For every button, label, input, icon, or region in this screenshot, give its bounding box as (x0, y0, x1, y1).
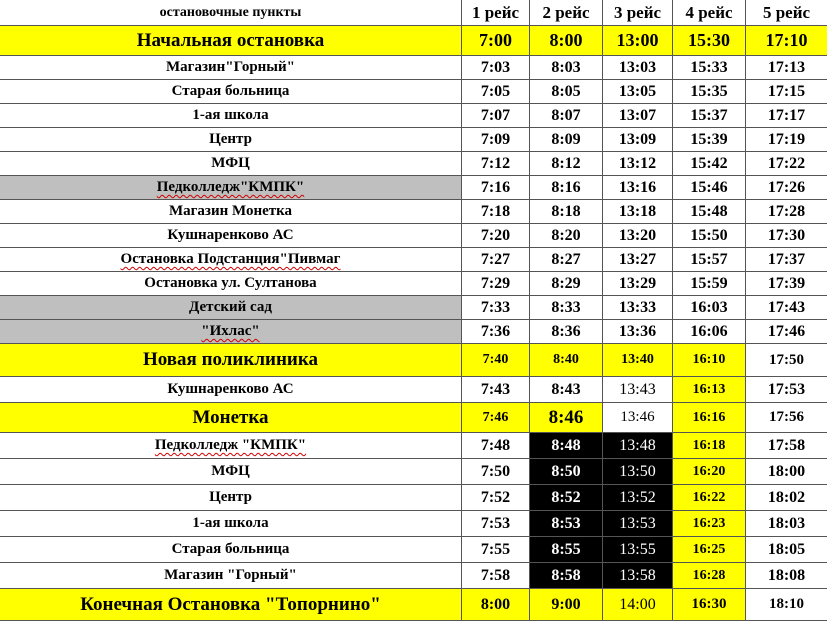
trip-2-time: 8:18 (530, 200, 603, 224)
trip-5-time: 17:43 (746, 296, 827, 320)
trip-3-time: 13:09 (603, 128, 673, 152)
trip-3-time: 13:36 (603, 320, 673, 344)
table-row (0, 589, 827, 621)
table-row (0, 80, 827, 104)
stop-name: МФЦ (0, 459, 462, 485)
trip-2-time: 8:43 (530, 377, 603, 403)
table-row (0, 433, 827, 459)
trip-1-time: 7:18 (462, 200, 530, 224)
trip-3-time: 13:20 (603, 224, 673, 248)
table-row (0, 344, 827, 377)
stop-name (0, 433, 462, 459)
trip-5-time: 17:50 (746, 344, 827, 377)
trip-4-time: 16:13 (673, 377, 746, 403)
trip-3-time: 14:00 (603, 589, 673, 621)
stop-name-text: "Ихлас" (201, 323, 260, 339)
trip-3-time: 13:58 (603, 563, 673, 589)
trip-1-time: 7:00 (462, 26, 530, 56)
table-row (0, 248, 827, 272)
stop-name: 1-ая школа (0, 511, 462, 537)
stop-name-text: Остановка Подстанция"Пивмаг (120, 251, 341, 267)
trip-4-time: 15:48 (673, 200, 746, 224)
trip-2-time: 8:00 (530, 26, 603, 56)
trip-3-time: 13:40 (603, 344, 673, 377)
trip-1-time: 7:48 (462, 433, 530, 459)
trip-5-time: 17:30 (746, 224, 827, 248)
trip-4-time: 15:39 (673, 128, 746, 152)
trip-1-time: 7:52 (462, 485, 530, 511)
trip-3-time: 13:05 (603, 80, 673, 104)
trip-1-time: 7:36 (462, 320, 530, 344)
trip-3-time: 13:46 (603, 403, 673, 433)
trip-2-header: 2 рейс (530, 0, 603, 26)
trip-3-time: 13:16 (603, 176, 673, 200)
trip-2-time: 8:33 (530, 296, 603, 320)
table-row (0, 296, 827, 320)
trip-4-time: 16:22 (673, 485, 746, 511)
stop-name (0, 176, 462, 200)
trip-5-time: 18:08 (746, 563, 827, 589)
trip-5-time: 17:22 (746, 152, 827, 176)
trip-4-time: 16:03 (673, 296, 746, 320)
table-row (0, 224, 827, 248)
stop-name: Детский сад (0, 296, 462, 320)
trip-1-time: 7:16 (462, 176, 530, 200)
trip-4-time: 15:37 (673, 104, 746, 128)
trip-3-time: 13:50 (603, 459, 673, 485)
stop-name (0, 248, 462, 272)
trip-2-time: 8:20 (530, 224, 603, 248)
trip-3-time: 13:33 (603, 296, 673, 320)
trip-2-time: 8:16 (530, 176, 603, 200)
trip-5-time: 17:19 (746, 128, 827, 152)
trip-1-time: 8:00 (462, 589, 530, 621)
trip-2-time: 8:40 (530, 344, 603, 377)
trip-2-time: 8:09 (530, 128, 603, 152)
trip-4-header: 4 рейс (673, 0, 746, 26)
trip-5-time: 17:39 (746, 272, 827, 296)
trip-3-time: 13:12 (603, 152, 673, 176)
trip-4-time: 16:28 (673, 563, 746, 589)
trip-1-time: 7:40 (462, 344, 530, 377)
trip-5-time: 17:46 (746, 320, 827, 344)
trip-2-time: 8:52 (530, 485, 603, 511)
trip-5-time: 17:17 (746, 104, 827, 128)
trip-2-time: 9:00 (530, 589, 603, 621)
trip-3-time: 13:07 (603, 104, 673, 128)
table-row (0, 104, 827, 128)
table-row (0, 272, 827, 296)
table-row (0, 403, 827, 433)
table-row (0, 176, 827, 200)
table-row (0, 511, 827, 537)
trip-4-time: 16:10 (673, 344, 746, 377)
trip-1-time: 7:12 (462, 152, 530, 176)
trip-4-time: 15:35 (673, 80, 746, 104)
trip-2-time: 8:48 (530, 433, 603, 459)
stop-name: Старая больница (0, 537, 462, 563)
trip-4-time: 15:46 (673, 176, 746, 200)
stop-name: Монетка (0, 403, 462, 433)
trip-2-time: 8:53 (530, 511, 603, 537)
trip-3-time: 13:00 (603, 26, 673, 56)
trip-1-time: 7:27 (462, 248, 530, 272)
stop-name: Центр (0, 128, 462, 152)
trip-2-time: 8:03 (530, 56, 603, 80)
stop-name (0, 320, 462, 344)
trip-1-time: 7:09 (462, 128, 530, 152)
trip-4-time: 16:20 (673, 459, 746, 485)
table-row (0, 377, 827, 403)
stop-name: Кушнаренково АС (0, 377, 462, 403)
trip-5-time: 17:58 (746, 433, 827, 459)
table-row (0, 459, 827, 485)
trip-1-time: 7:07 (462, 104, 530, 128)
trip-2-time: 8:58 (530, 563, 603, 589)
stop-name: МФЦ (0, 152, 462, 176)
stop-name: Магазин"Горный" (0, 56, 462, 80)
trip-4-time: 15:57 (673, 248, 746, 272)
trip-1-time: 7:03 (462, 56, 530, 80)
trip-1-time: 7:29 (462, 272, 530, 296)
trip-3-time: 13:43 (603, 377, 673, 403)
table-row (0, 128, 827, 152)
trip-2-time: 8:36 (530, 320, 603, 344)
trip-3-time: 13:03 (603, 56, 673, 80)
table-row (0, 563, 827, 589)
trip-1-time: 7:05 (462, 80, 530, 104)
trip-4-time: 15:50 (673, 224, 746, 248)
stop-name: Магазин Монетка (0, 200, 462, 224)
table-row (0, 537, 827, 563)
trip-2-time: 8:46 (530, 403, 603, 433)
trip-3-time: 13:53 (603, 511, 673, 537)
trip-4-time: 15:59 (673, 272, 746, 296)
stop-name: 1-ая школа (0, 104, 462, 128)
stop-name: Начальная остановка (0, 26, 462, 56)
trip-3-time: 13:18 (603, 200, 673, 224)
stop-name: Старая больница (0, 80, 462, 104)
trip-2-time: 8:27 (530, 248, 603, 272)
trip-3-time: 13:27 (603, 248, 673, 272)
trip-2-time: 8:29 (530, 272, 603, 296)
table-row (0, 26, 827, 56)
trip-1-time: 7:58 (462, 563, 530, 589)
stop-name: Кушнаренково АС (0, 224, 462, 248)
stop-name: Центр (0, 485, 462, 511)
trip-4-time: 16:18 (673, 433, 746, 459)
trip-3-header: 3 рейс (603, 0, 673, 26)
stop-name-text: Педколледж"КМПК" (156, 179, 305, 195)
trip-5-time: 18:00 (746, 459, 827, 485)
trip-5-time: 17:28 (746, 200, 827, 224)
table-row (0, 56, 827, 80)
stop-name: Новая поликлиника (0, 344, 462, 377)
trip-2-time: 8:50 (530, 459, 603, 485)
trip-5-time: 17:13 (746, 56, 827, 80)
table-row (0, 485, 827, 511)
trip-1-time: 7:55 (462, 537, 530, 563)
table-row (0, 320, 827, 344)
trip-4-time: 16:25 (673, 537, 746, 563)
trip-2-time: 8:07 (530, 104, 603, 128)
trip-4-time: 16:06 (673, 320, 746, 344)
trip-3-time: 13:29 (603, 272, 673, 296)
table-row (0, 200, 827, 224)
trip-4-time: 15:42 (673, 152, 746, 176)
stop-name: Остановка ул. Султанова (0, 272, 462, 296)
trip-1-time: 7:46 (462, 403, 530, 433)
trip-1-time: 7:53 (462, 511, 530, 537)
trip-5-time: 18:02 (746, 485, 827, 511)
trip-3-time: 13:52 (603, 485, 673, 511)
trip-5-time: 17:56 (746, 403, 827, 433)
stop-name (0, 589, 462, 621)
trip-4-time: 16:23 (673, 511, 746, 537)
trip-5-time: 17:10 (746, 26, 827, 56)
stop-name-text: Педколледж "КМПК" (154, 437, 307, 453)
stops-column-header: остановочные пункты (0, 0, 462, 26)
trip-1-time: 7:50 (462, 459, 530, 485)
header-row (0, 0, 827, 26)
stop-name: Магазин "Горный" (0, 563, 462, 589)
trip-2-time: 8:55 (530, 537, 603, 563)
trip-5-time: 17:53 (746, 377, 827, 403)
trip-5-time: 17:15 (746, 80, 827, 104)
stop-name-text: Конечная Остановка "Топорнино" (80, 593, 381, 615)
trip-5-time: 18:10 (746, 589, 827, 621)
trip-5-time: 18:05 (746, 537, 827, 563)
trip-1-time: 7:33 (462, 296, 530, 320)
trip-1-time: 7:43 (462, 377, 530, 403)
trip-3-time: 13:55 (603, 537, 673, 563)
trip-2-time: 8:12 (530, 152, 603, 176)
trip-4-time: 16:16 (673, 403, 746, 433)
trip-4-time: 16:30 (673, 589, 746, 621)
trip-4-time: 15:30 (673, 26, 746, 56)
table-row (0, 152, 827, 176)
trip-1-header: 1 рейс (462, 0, 530, 26)
trip-1-time: 7:20 (462, 224, 530, 248)
trip-5-time: 17:26 (746, 176, 827, 200)
trip-2-time: 8:05 (530, 80, 603, 104)
trip-5-header: 5 рейс (746, 0, 827, 26)
trip-5-time: 18:03 (746, 511, 827, 537)
trip-3-time: 13:48 (603, 433, 673, 459)
trip-4-time: 15:33 (673, 56, 746, 80)
trip-5-time: 17:37 (746, 248, 827, 272)
